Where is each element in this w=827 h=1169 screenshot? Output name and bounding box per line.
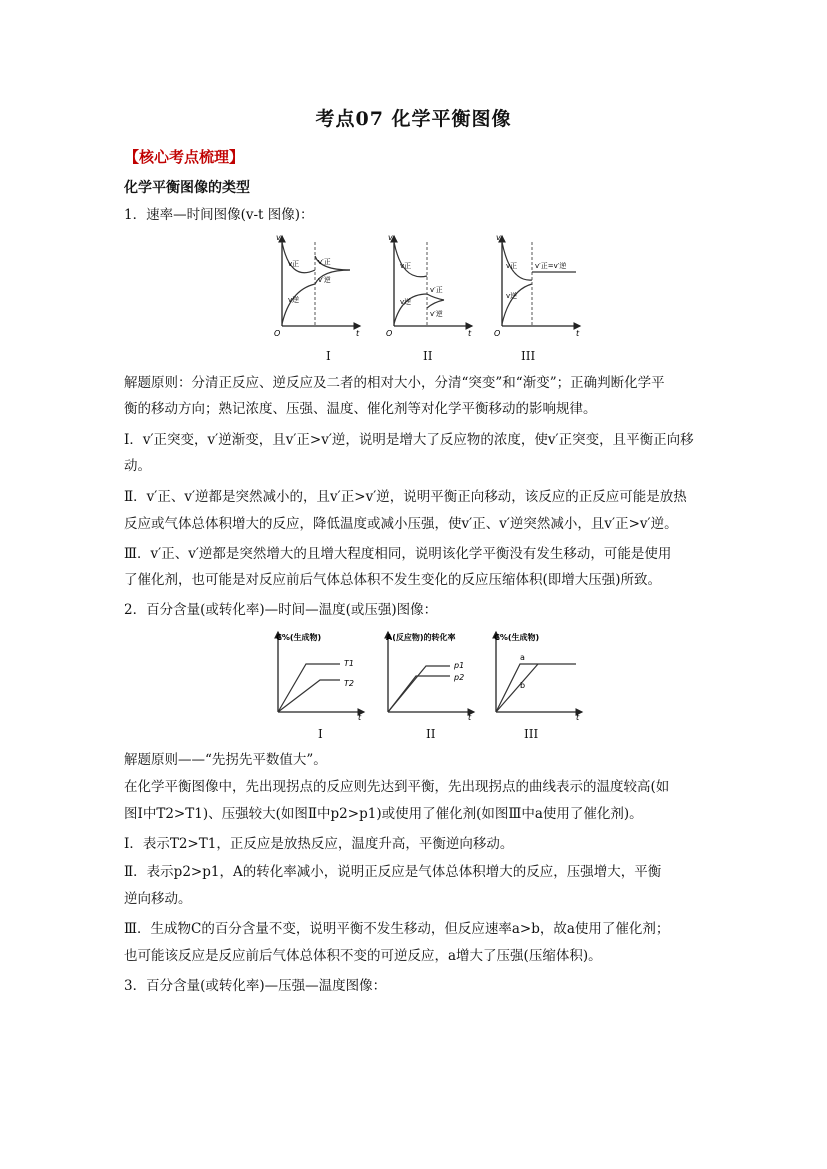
v-equal-label: v′正=v′逆: [535, 262, 567, 270]
q3-line-2: 也可能该反应是反应前后气体总体积不变的可逆反应，a增大了压强(压缩体积)。: [124, 948, 602, 964]
fig1-numeral-2: II: [423, 349, 433, 363]
item2-line-2: 图Ⅰ中T2>T1)、压强较大(如图Ⅱ中p2>p1)或使用了催化剂(如图Ⅲ中a使用了催化剂)。: [124, 806, 643, 822]
p1-label: p1: [454, 661, 465, 670]
item1-heading: 1．速率—时间图像(v-t 图像)：: [124, 207, 314, 223]
vt-graph-2: [386, 233, 472, 338]
v-reverse-new-label: v′逆: [318, 276, 331, 284]
y-axis-label: C%(生成物): [494, 633, 540, 642]
p1-line-2: 动。: [124, 458, 151, 474]
a-label: a: [520, 653, 525, 662]
fig2-numeral-2: II: [426, 727, 436, 741]
v-forward-label: v正: [288, 260, 300, 268]
p3-line-2: 了催化剂，也可能是对反应前后气体总体积不发生变化的反应压缩体积(即增大压强)所致。: [124, 572, 662, 588]
fig1-numeral-3: III: [521, 349, 536, 363]
v-forward-label: v正: [400, 262, 412, 270]
origin-label: O: [386, 329, 393, 338]
vt-graph-3: [494, 233, 580, 338]
v-forward-new-label: v′正: [318, 258, 331, 266]
item2-principle: 解题原则——“先拐先平数值大”。: [124, 752, 327, 768]
v-reverse-new-label: v′逆: [430, 310, 443, 318]
q3-line-1: Ⅲ．生成物C的百分含量不变，说明平衡不发生移动，但反应速率a>b，故a使用了催化剂；: [124, 921, 670, 937]
fig2-numeral-3: III: [524, 727, 539, 741]
y-axis-label: C%(生成物): [276, 633, 322, 642]
p2-line-2: 反应或气体总体积增大的反应，降低温度或减小压强，使v′正、v′逆突然减小，且v′正>v′逆。: [124, 516, 678, 532]
v-forward-new-label: v′正: [430, 286, 443, 294]
b-label: b: [520, 681, 526, 690]
q2-line-2: 逆向移动。: [124, 891, 192, 907]
section-label: 【核心考点梳理】: [124, 148, 245, 166]
fig2-numeral-1: I: [318, 727, 323, 741]
y-axis-label: A(反应物)的转化率: [386, 633, 456, 642]
p1-line-1: Ⅰ．v′正突变，v′逆渐变，且v′正>v′逆，说明是增大了反应物的浓度，使v′正突变，且平衡正向移: [124, 432, 694, 448]
v-reverse-label: v逆: [506, 292, 518, 300]
q1-line: Ⅰ．表示T2>T1，正反应是放热反应，温度升高，平衡逆向移动。: [124, 836, 514, 852]
origin-label: O: [494, 329, 501, 338]
item2-line-1: 在化学平衡图像中，先出现拐点的反应则先达到平衡，先出现拐点的曲线表示的温度较高(如: [124, 779, 670, 795]
percent-graph-3: [494, 632, 582, 720]
p3-line-1: Ⅲ．v′正、v′逆都是突然增大的且增大程度相同，说明该化学平衡没有发生移动，可能是使用: [124, 546, 672, 562]
vt-graphs-figure: [270, 232, 590, 338]
item2-heading: 2．百分含量(或转化率)—时间—温度(或压强)图像：: [124, 602, 438, 618]
v-forward-label: v正: [506, 262, 518, 270]
subheading: 化学平衡图像的类型: [124, 180, 250, 196]
axis-t-label: t: [358, 713, 362, 720]
percent-graph-1: [276, 632, 364, 720]
q2-line-1: Ⅱ．表示p2>p1，A的转化率减小，说明正反应是气体总体积增大的反应，压强增大，平衡: [124, 864, 662, 880]
principle-line-1: 解题原则：分清正反应、逆反应及二者的相对大小，分清“突变”和“渐变”；正确判断化学平: [124, 375, 665, 391]
axis-t-label: t: [576, 329, 580, 338]
fig1-numeral-1: I: [326, 349, 331, 363]
p2-line-1: Ⅱ．v′正、v′逆都是突然减小的，且v′正>v′逆，说明平衡正向移动，该反应的正反应可能是放热: [124, 489, 687, 505]
axis-t-label: t: [468, 713, 472, 720]
T1-label: T1: [344, 659, 354, 668]
p2-label: p2: [454, 673, 465, 682]
T2-label: T2: [344, 679, 354, 688]
page-title: 考点07 化学平衡图像: [315, 108, 512, 130]
principle-line-2: 衡的移动方向；熟记浓度、压强、温度、催化剂等对化学平衡移动的影响规律。: [124, 401, 597, 417]
item3-heading: 3．百分含量(或转化率)—压强—温度图像：: [124, 978, 387, 994]
v-reverse-label: v逆: [400, 298, 412, 306]
percent-graph-2: [386, 632, 474, 720]
vt-graph-1: [274, 233, 360, 338]
axis-v-label: v: [496, 233, 501, 242]
percentage-graphs-figure: [272, 628, 592, 720]
axis-v-label: v: [388, 233, 393, 242]
axis-v-label: v: [276, 233, 281, 242]
axis-t-label: t: [356, 329, 360, 338]
axis-t-label: t: [468, 329, 472, 338]
origin-label: O: [274, 329, 281, 338]
axis-t-label: t: [576, 713, 580, 720]
v-reverse-label: v逆: [288, 296, 300, 304]
